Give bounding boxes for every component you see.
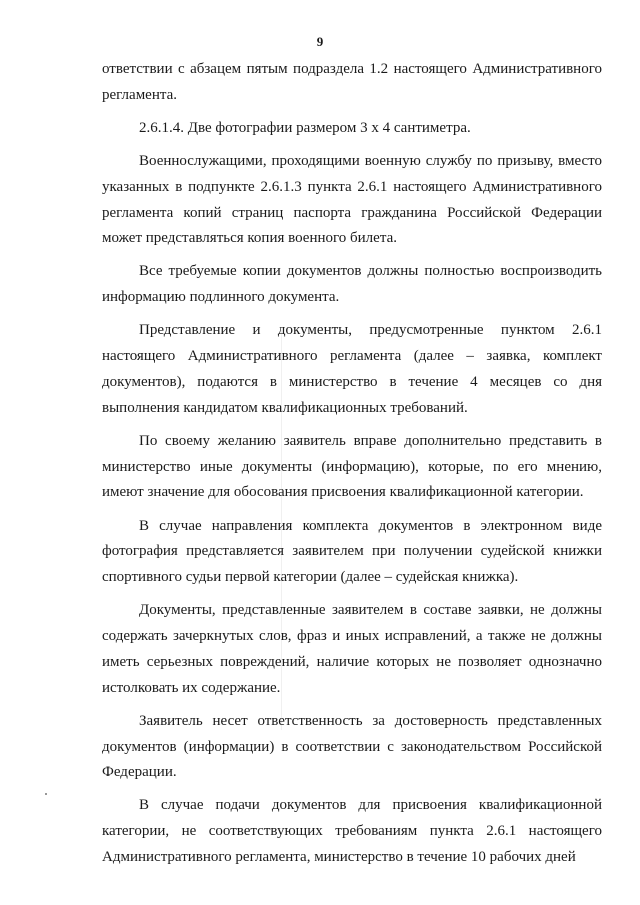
scan-artifact-dot [45,793,47,795]
paragraph-3: Военнослужащими, проходящими военную службу по призыву, вместо указанных в подпункте 2.6.1.3 пункта 2.6.1 настоящего Административного регламента копий страниц паспорта гражданина Российской Федерации может представляться копия военного билета. [102,152,602,247]
paragraph-1: ответствии с абзацем пятым подраздела 1.2 настоящего Административного регламента. [102,61,602,103]
page-number: 9 [316,34,324,49]
paragraph-9: Заявитель несет ответственность за достоверность представленных документов (информации) в соответствии с законодательством Российской Федерации. [102,712,602,781]
paragraph-8: Документы, представленные заявителем в составе заявки, не должны содержать зачеркнутых слов, фраз и иных исправлений, а также не должны иметь серьезных повреждений, наличие которых не позволяет однозначно истолковать их содержание. [102,602,602,696]
paragraph-4: Все требуемые копии документов должны полностью воспроизводить информацию подлинного документа. [102,263,602,306]
paragraph-2: 2.6.1.4. Две фотографии размером 3 х 4 сантиметра. [139,119,471,136]
document-body [102,57,602,878]
paragraph-7: В случае направления комплекта документов в электронном виде фотография представляется заявителем при получении судейской книжки спортивного судьи первой категории (далее – судейская книжка). [102,517,602,586]
paragraph-10: В случае подачи документов для присвоения квалификационной категории, не соответствующих требованиям пункта 2.6.1 настоящего Административного регламента, министерство в течение 10 рабочих дней [102,797,602,865]
paragraph-5: Представление и документы, предусмотренные пунктом 2.6.1 настоящего Административного регламента (далее – заявка, комплект документов), подаются в министерство в течение 4 месяцев со дня выполнения кандидатом квалификационных требований. [102,322,602,416]
paragraph-6: По своему желанию заявитель вправе дополнительно представить в министерство иные документы (информацию), которые, по его мнению, имеют значение для обосования присвоения квалификационной категории. [102,432,602,501]
